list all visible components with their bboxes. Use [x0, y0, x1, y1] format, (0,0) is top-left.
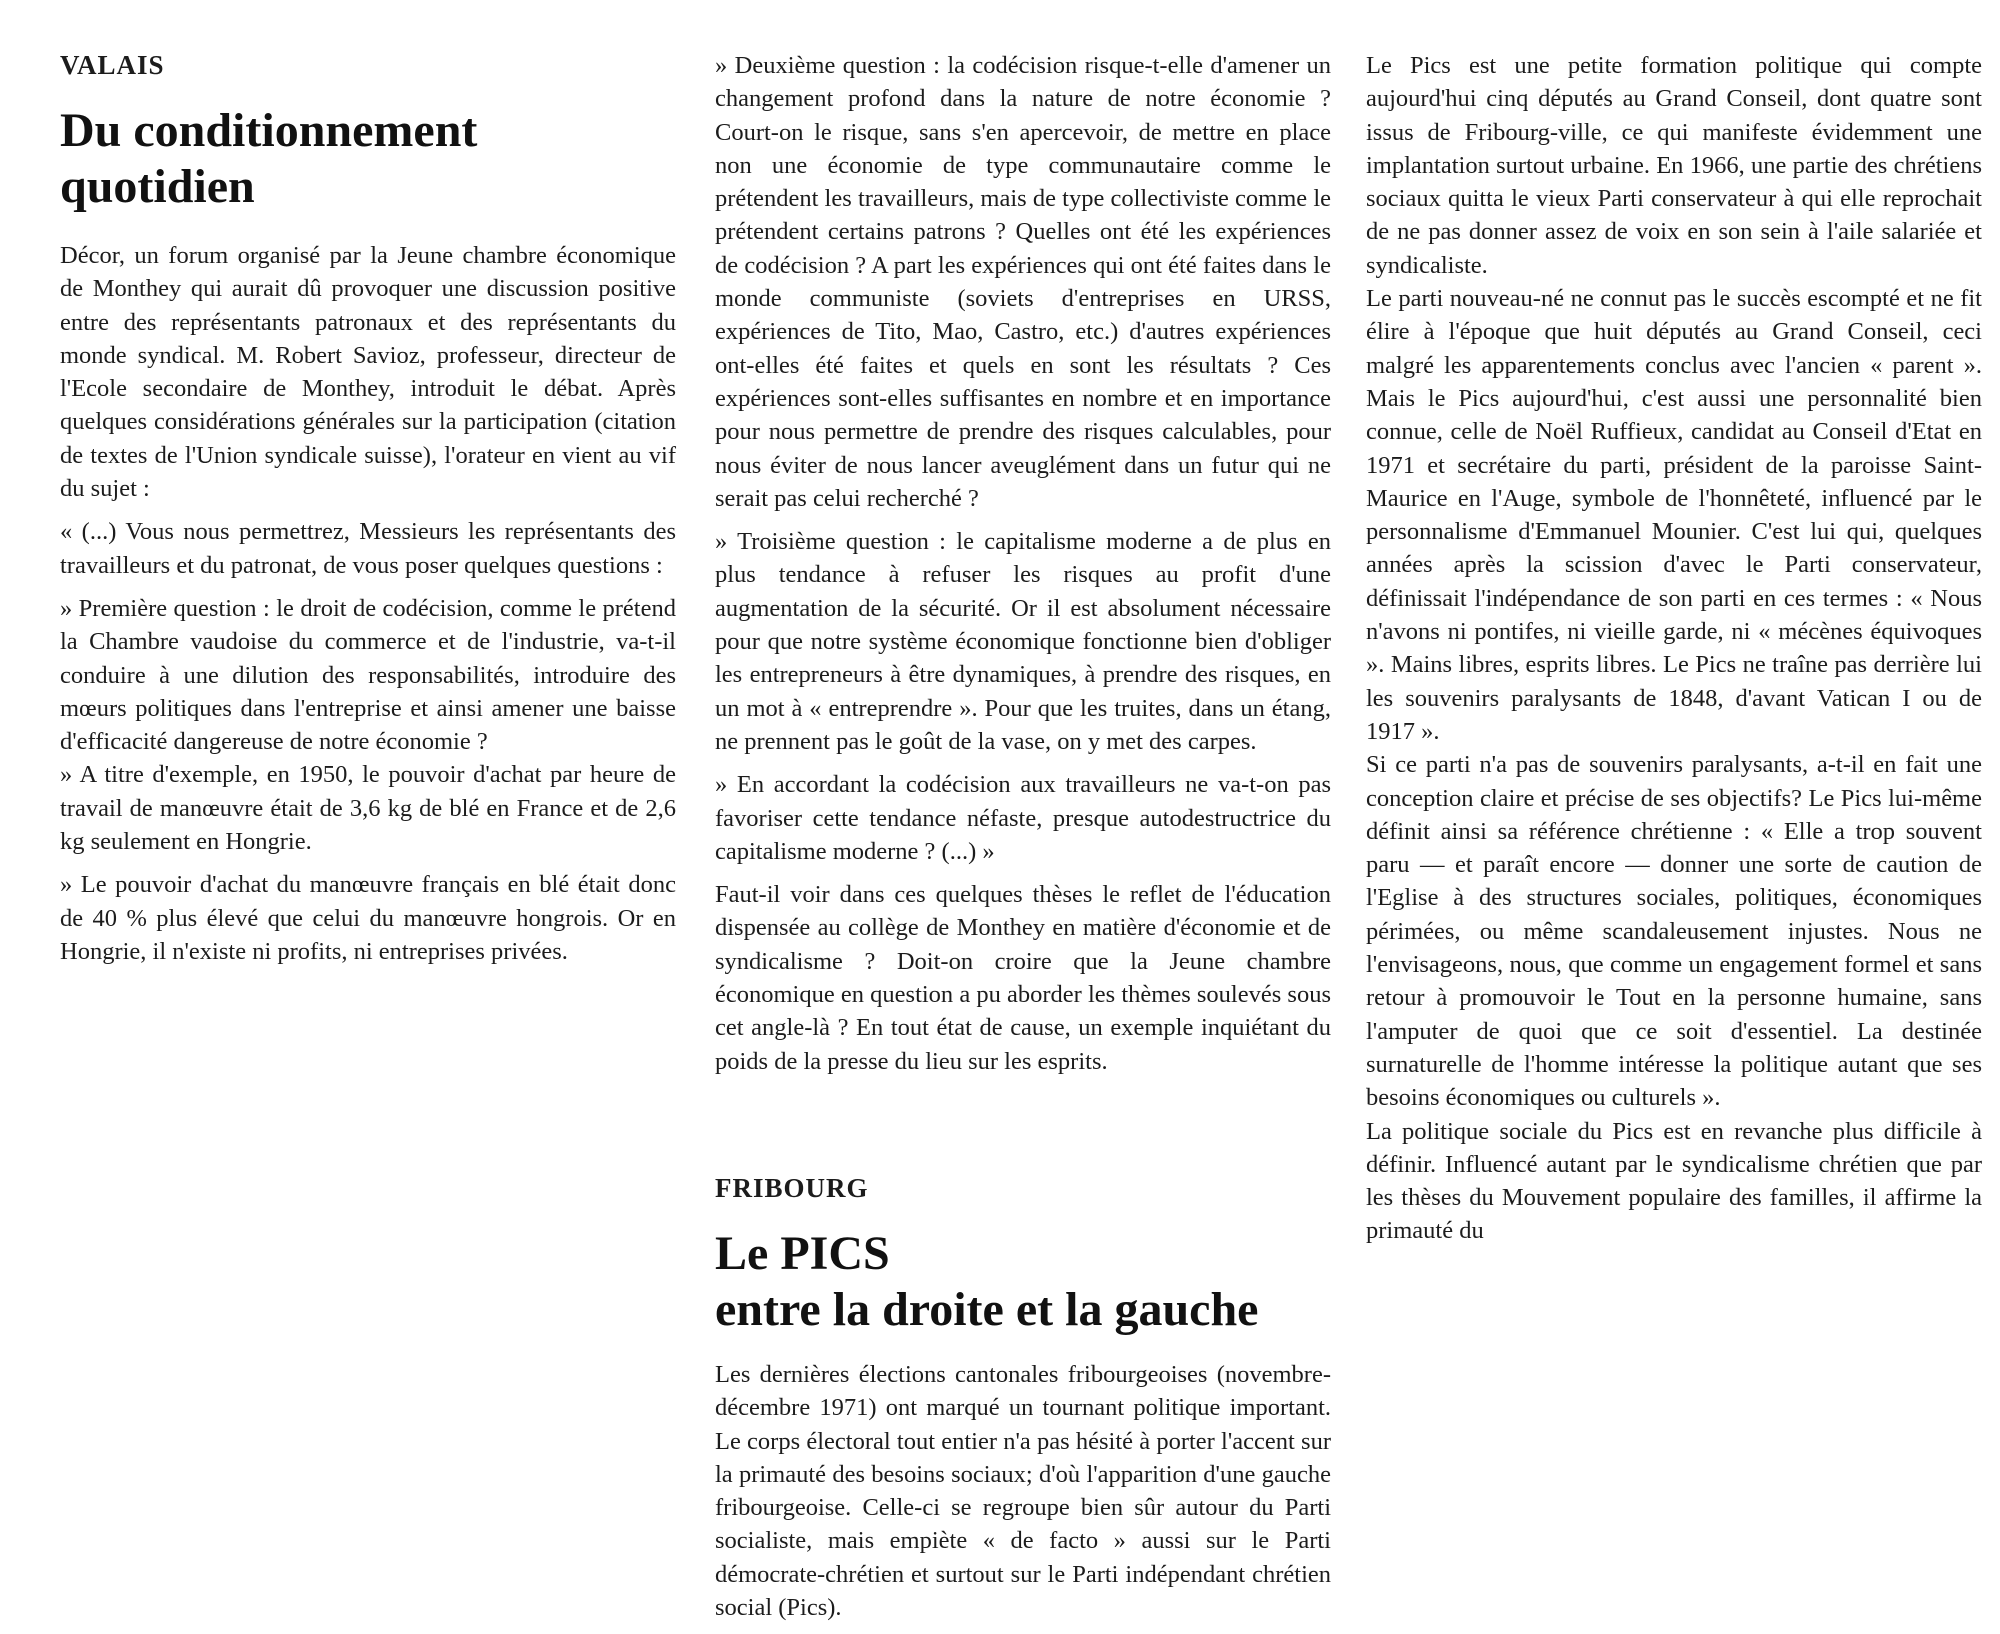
article-2-paragraph: Les dernières élections cantonales fribourgeoises (novembre-décembre 1971) ont marqué un tournant politique important. Le corps électoral tout entier n'a pas hésité à porter l'accent sur la primauté des besoins sociaux; d'où l'apparition d'une gauche fribourgeoise. Celle-ci se regroupe bien sûr autour du Parti socialiste, mais empiète « de facto » aussi sur le Parti démocrate-chrétien et surtout sur le Parti indépendant chrétien social (Pics). [715, 1360, 1331, 1621]
column-1 [60, 0, 676, 978]
article-1-title-line-1: Du conditionnement [60, 104, 478, 157]
article-1-paragraph: « (...) Vous nous permettrez, Messieurs les représentants des travailleurs et du patronat, de vous poser quelques questions : [60, 518, 676, 579]
article-2-paragraph: Le parti nouveau-né ne connut pas le succès escompté et ne fit élire à l'époque que huit députés au Grand Conseil, ceci malgré les apparentements conclus avec l'ancien « parent ». Mais le Pics aujourd'hui, c'est aussi une personnalité bien connue, celle de Noël Ruffieux, candidat au Conseil d'Etat en 1971 et secrétaire du parti, président de la paroisse Saint-Maurice en l'Auge, symbole de l'honnêteté, influencé par le personnalisme d'Emmanuel Mounier. C'est lui qui, quelques années après la scission d'avec le Parti conservateur, définissait l'indépendance de son parti en ces termes : « Nous n'avons ni pontifes, ni vieille garde, ni « mécènes équivoques ». Mains libres, esprits libres. Le Pics ne traîne pas derrière lui les souvenirs paralysants de 1848, d'avant Vatican I ou de 1917 ». [1366, 285, 1982, 745]
article-1-title-line-2: quotidien [60, 160, 255, 213]
article-1-paragraph: Décor, un forum organisé par la Jeune chambre économique de Monthey qui aurait dû provoquer une discussion positive entre des représentants patronaux et des représentants du monde syndical. M. Robert Savioz, professeur, directeur de l'Ecole secondaire de Monthey, introduit le débat. Après quelques considérations générales sur la participation (citation de textes de l'Union syndicale suisse), l'orateur en vient au vif du sujet : [60, 242, 676, 503]
article-2-paragraph: Si ce parti n'a pas de souvenirs paralysants, a-t-il en fait une conception claire et précise de ses objectifs? Le Pics lui-même définit ainsi sa référence chrétienne : « Elle a trop souvent paru — et paraît encore — donner une sorte de caution de l'Eglise à des structures sociales, politiques, économiques périmées, ou même scandaleusement injustes. Nous ne l'envisageons, nous, que comme un engagement formel et sans retour à promouvoir le Tout en la personne humaine, sans l'amputer de quoi que ce soit d'essentiel. La destinée surnaturelle de l'homme intéresse la politique autant que ses besoins économiques ou culturels ». [1366, 751, 1982, 1112]
column-2 [715, 0, 1331, 1634]
article-1-paragraph: » Troisième question : le capitalisme moderne a de plus en plus tendance à refuser les risques au profit d'une augmentation de la sécurité. Or il est absolument nécessaire pour que notre système économique fonctionne bien d'obliger les entrepreneurs à être dynamiques, à prendre des risques, en un mot à « entreprendre ». Pour que les truites, dans un étang, ne prennent pas le goût de la vase, on y met des carpes. [715, 528, 1331, 755]
article-2-title-line-2: entre la droite et la gauche [715, 1282, 1259, 1336]
article-1-paragraph: Faut-il voir dans ces quelques thèses le reflet de l'éducation dispensée au collège de Monthey en matière d'économie et de syndicalisme ? Doit-on croire que la Jeune chambre économique en question a pu aborder les thèmes soulevés sous cet angle-là ? En tout état de cause, un exemple inquiétant du poids de la presse du lieu sur les esprits. [715, 881, 1331, 1075]
article-1-paragraph: » En accordant la codécision aux travailleurs ne va-t-on pas favoriser cette tendance néfaste, presque autodestructrice du capitalisme moderne ? (...) » [715, 771, 1331, 865]
section-label-fribourg: FRIBOURG [715, 1172, 869, 1203]
article-2-title-line-1: Le PICS [715, 1226, 890, 1280]
article-1-paragraph: » A titre d'exemple, en 1950, le pouvoir d'achat par heure de travail de manœuvre était de 3,6 kg de blé en France et de 2,6 kg seulement en Hongrie. [60, 761, 676, 856]
article-2-paragraph: La politique sociale du Pics est en revanche plus difficile à définir. Influencé autant par le syndicalisme chrétien que par les thèses du Mouvement populaire des familles, il affirme la primauté du [1366, 1117, 1982, 1245]
section-label-valais: VALAIS [60, 50, 165, 80]
article-1-paragraph: » Le pouvoir d'achat du manœuvre français en blé était donc de 40 % plus élevé que celui du manœuvre hongrois. Or en Hongrie, il n'existe ni profits, ni entreprises privées. [60, 871, 676, 965]
article-2-paragraph: Le Pics est une petite formation politique qui compte aujourd'hui cinq députés au Grand Conseil, dont quatre sont issus de Fribourg-ville, ce qui manifeste évidemment une implantation surtout urbaine. En 1966, une partie des chrétiens sociaux quitta le vieux Parti conservateur à qui elle reprochait de ne pas donner assez de voix en son sein à l'aile salariée et syndicaliste. [1366, 52, 1982, 279]
column-3 [1366, 0, 1982, 1248]
article-1-paragraph: » Deuxième question : la codécision risque-t-elle d'amener un changement profond dans la nature de notre économie ? Court-on le risque, sans s'en apercevoir, de mettre en place non une économie de type communautaire comme le prétendent les travailleurs, mais de type collectiviste comme le prétendent certains patrons ? Quelles ont été les expériences de codécision ? A part les expériences qui ont été faites dans le monde communiste (soviets d'entreprises en URSS, expériences de Tito, Mao, Castro, etc.) d'autres expériences ont-elles été faites et quels en sont les résultats ? Ces expériences sont-elles suffisantes en nombre et en importance pour nous permettre de prendre des risques calculables, pour nous éviter de nous lancer aveuglément dans un futur qui ne serait pas celui recherché ? [715, 52, 1331, 512]
article-1-paragraph: » Première question : le droit de codécision, comme le prétend la Chambre vaudoise du commerce et de l'industrie, va-t-il conduire à une dilution des responsabilités, introduire des mœurs politiques dans l'entreprise et ainsi amener une baisse d'efficacité dangereuse de notre économie ? [60, 594, 676, 756]
